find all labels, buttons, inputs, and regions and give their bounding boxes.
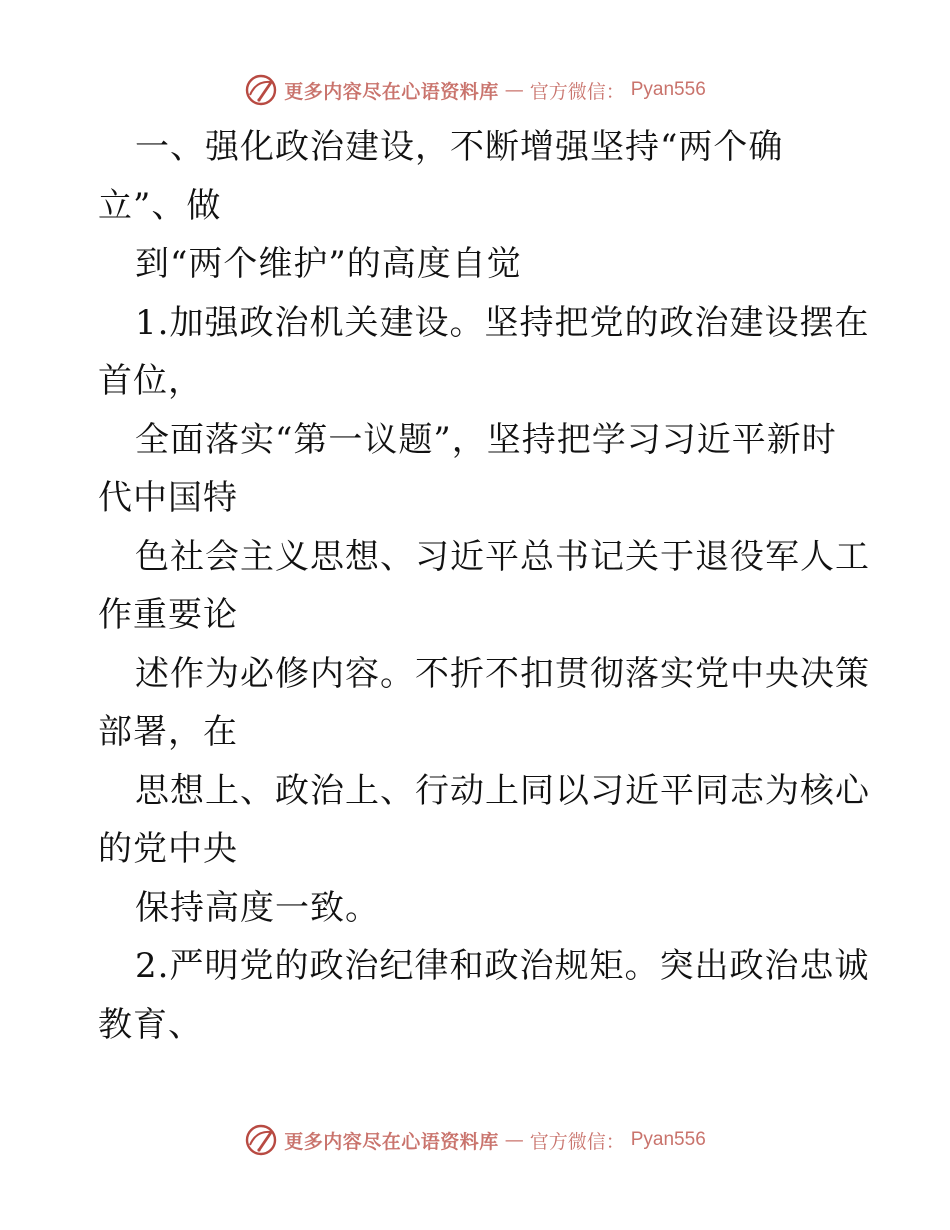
banner-wechat-id: Pyan556 — [630, 1129, 706, 1150]
banner-dash: — — [504, 79, 524, 101]
footer-watermark-banner — [0, 1120, 950, 1160]
paragraph-line: 色社会主义思想、习近平总书记关于退役军人工 — [135, 536, 870, 577]
paragraph-line: 述作为必修内容。不折不扣贯彻落实党中央决策 — [135, 653, 870, 694]
paragraph-line: 部署，在 — [98, 712, 238, 752]
header-watermark-banner — [0, 70, 950, 110]
banner-wechat-label: 官方微信： — [529, 1130, 625, 1153]
paragraph-line: 思想上、政治上、行动上同以习近平同志为核心 — [135, 770, 870, 811]
document-body — [98, 118, 870, 1054]
paragraph-line: 1.加强政治机关建设。坚持把党的政治建设摆在 — [135, 302, 870, 343]
section-heading-line-1: 一、强化政治建设，不断增强坚持“两个确 — [135, 127, 784, 167]
paragraph-line: 保持高度一致。 — [135, 887, 380, 928]
section-heading-line-2: 立”、做 — [98, 185, 222, 226]
paragraph-line: 的党中央 — [98, 829, 238, 869]
paragraph-line: 2.严明党的政治纪律和政治规矩。突出政治忠诚 — [135, 946, 870, 986]
paragraph-line: 首位， — [98, 361, 203, 401]
banner-wechat-label: 官方微信： — [529, 80, 625, 103]
paragraph-line: 代中国特 — [98, 478, 238, 518]
banner-dash: — — [504, 1129, 524, 1151]
banner-slogan: 更多内容尽在心语资料库 — [284, 80, 499, 103]
paragraph-line: 全面落实“第一议题”，坚持把学习习近平新时 — [135, 419, 837, 460]
paragraph-line: 作重要论 — [98, 595, 238, 635]
banner-wechat-id: Pyan556 — [630, 79, 706, 100]
pen-logo-icon — [244, 73, 278, 107]
section-heading-line-3: 到“两个维护”的高度自觉 — [135, 244, 522, 284]
pen-logo-icon — [244, 1123, 278, 1157]
paragraph-line: 教育、 — [98, 1004, 203, 1045]
banner-slogan: 更多内容尽在心语资料库 — [284, 1130, 499, 1153]
